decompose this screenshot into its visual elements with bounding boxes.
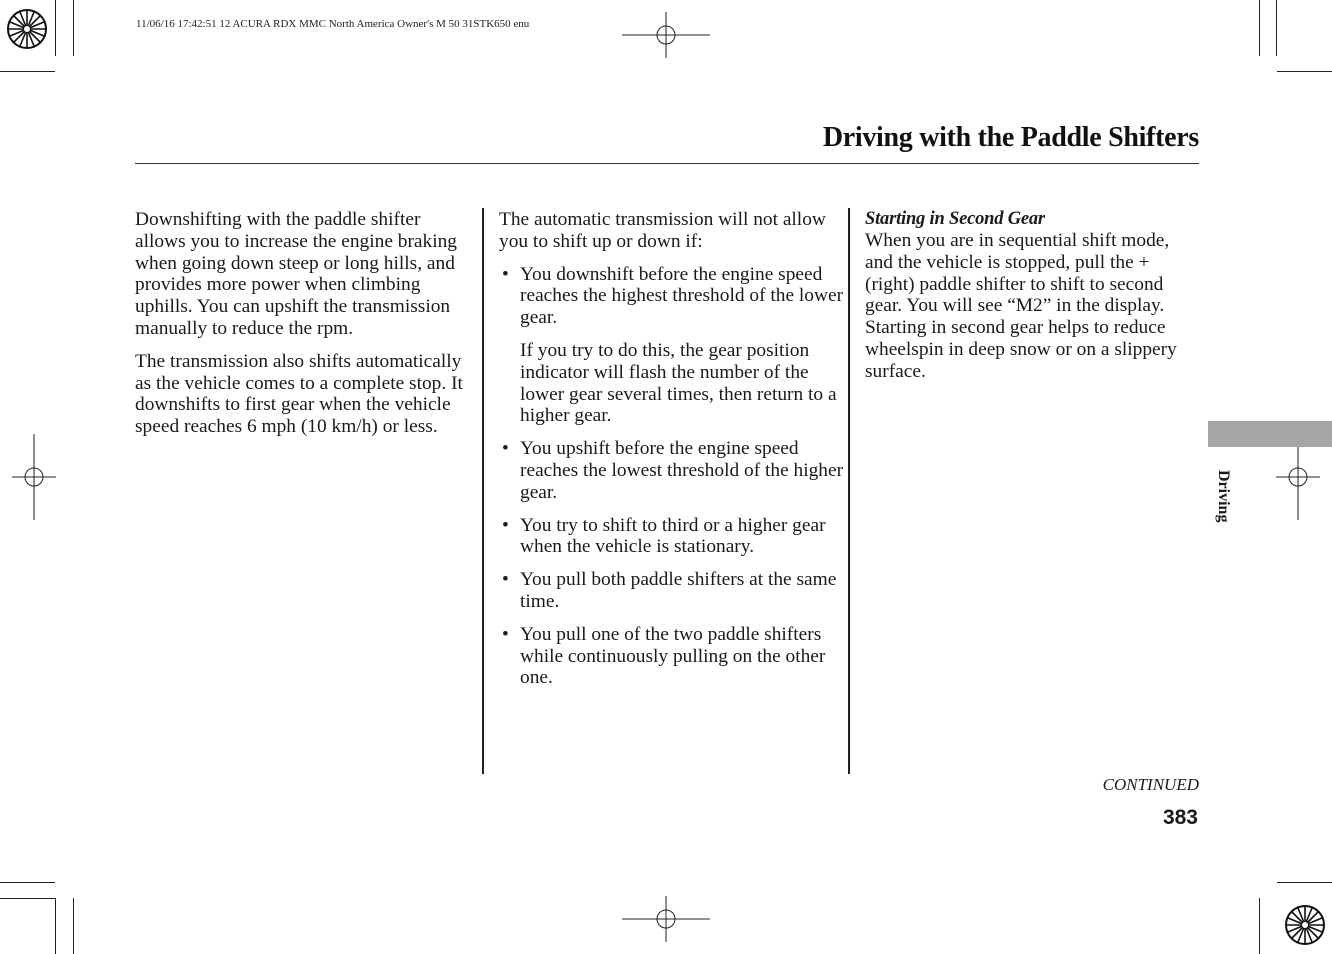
title-rule xyxy=(135,163,1199,164)
paragraph: When you are in sequential shift mode, and the vehicle is stopped, pull the + (right) paddle shifter to shift to second gear. You will see “M2” in the display. Starting in second gear helps to reduce wheelspin in deep snow or on a slippery surface. xyxy=(865,230,1177,382)
bullet-icon: • xyxy=(502,514,509,536)
paragraph: Downshifting with the paddle shifter allows you to increase the engine braking when going down steep or long hills, and provides more power when climbing uphills. You can upshift the transmission manually to reduce the rpm. xyxy=(135,209,458,339)
intro-paragraph: The automatic transmission will not allow you to shift up or down if: xyxy=(499,209,826,252)
crosshair-top-center xyxy=(622,12,710,58)
crosshair-bottom-center xyxy=(622,896,710,942)
list-item xyxy=(499,515,844,559)
column-1 xyxy=(135,209,470,449)
crop-mark-tl-v xyxy=(73,0,74,56)
crop-mark-tr-v2 xyxy=(1276,0,1277,56)
crop-mark-tr-h xyxy=(1277,71,1332,72)
crop-mark-bl-h2 xyxy=(0,898,55,899)
crop-mark-bl-h xyxy=(0,882,55,883)
crop-mark-tr-v xyxy=(1259,0,1260,56)
crop-mark-bl-v2 xyxy=(73,898,74,954)
list-item xyxy=(499,624,844,689)
page-number: 383 xyxy=(1162,806,1198,829)
column-divider xyxy=(482,208,484,774)
crop-mark-bl-v xyxy=(55,898,56,954)
list-item-text: You upshift before the engine speed reaches the lowest threshold of the higher gear. xyxy=(520,438,844,503)
bullet-icon: • xyxy=(502,623,509,645)
continued-label: CONTINUED xyxy=(1102,775,1199,794)
column-divider xyxy=(848,208,850,774)
list-item xyxy=(499,264,844,329)
crop-mark-tl-h xyxy=(0,71,55,72)
bullet-icon: • xyxy=(502,438,509,460)
section-subheading: Starting in Second Gear xyxy=(865,209,1045,229)
registration-rosette-bottom-right xyxy=(1284,904,1326,946)
crop-mark-br-h xyxy=(1277,882,1332,883)
list-item-text: You pull one of the two paddle shifters while continuously pulling on the other one. xyxy=(520,623,826,689)
crop-mark-tl-v2 xyxy=(55,0,56,56)
page-title: Driving with the Paddle Shifters xyxy=(822,122,1199,153)
list-item-text: You downshift before the engine speed reaches the highest threshold of the lower gear. xyxy=(520,263,844,329)
list-item xyxy=(499,438,844,503)
paragraph: The transmission also shifts automatically as the vehicle comes to a complete stop. It downshifts to first gear when the vehicle speed reaches 6 mph (10 km/h) or less. xyxy=(135,350,463,438)
condition-list-continued xyxy=(499,438,844,689)
column-2 xyxy=(499,209,844,700)
crop-mark-br-v xyxy=(1259,898,1260,954)
list-item-text: You try to shift to third or a higher gear when the vehicle is stationary. xyxy=(520,514,826,558)
column-3 xyxy=(865,209,1185,394)
section-tab xyxy=(1208,421,1332,447)
registration-rosette-top-left xyxy=(6,8,48,50)
bullet-icon: • xyxy=(502,569,509,591)
bullet-icon: • xyxy=(502,263,509,285)
section-tab-label: Driving xyxy=(1215,470,1232,523)
note-paragraph: If you try to do this, the gear position indicator will flash the number of the lower gear several times, then return to a higher gear. xyxy=(520,339,837,427)
crosshair-left-middle xyxy=(12,434,56,520)
list-item-text: You pull both paddle shifters at the same time. xyxy=(520,569,837,612)
condition-list xyxy=(499,264,844,329)
list-item xyxy=(499,569,844,613)
print-header: 11/06/16 17:42:51 12 ACURA RDX MMC North America Owner's M 50 31STK650 enu xyxy=(136,18,530,30)
